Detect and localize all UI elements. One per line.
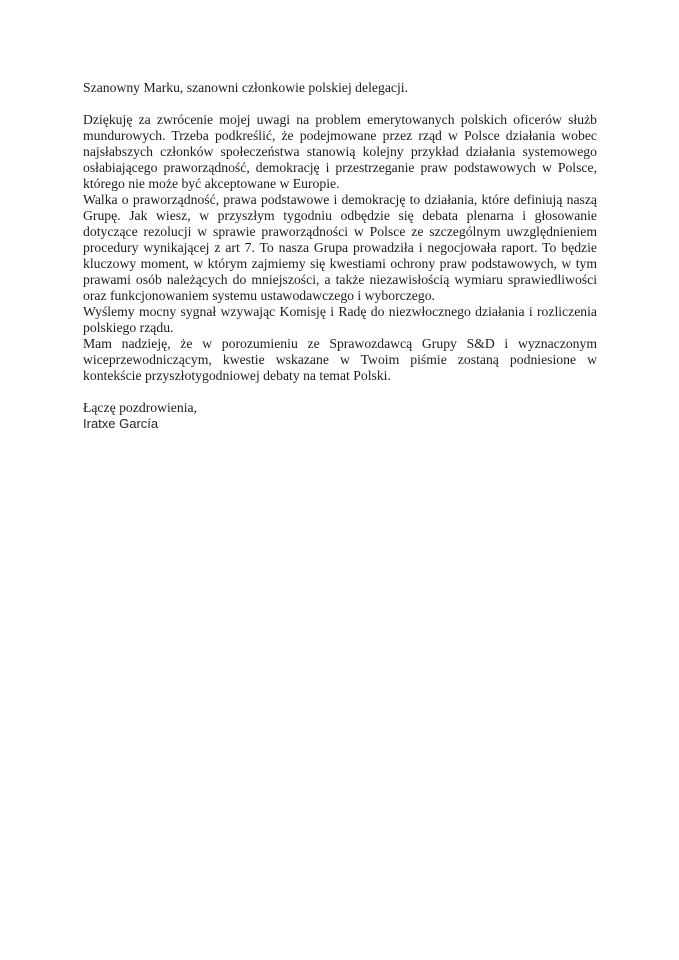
letter-body xyxy=(83,112,597,384)
closing-block xyxy=(83,400,597,432)
body-paragraph: Wyślemy mocny sygnał wzywając Komisję i Radę do niezwłocznego działania i rozliczenia polskiego rządu. xyxy=(83,304,597,335)
body-paragraph: Mam nadzieję, że w porozumieniu ze Sprawozdawcą Grupy S&D i wyznaczonym wiceprzewodniczącym, kwestie wskazane w Twoim piśmie zostaną podniesione w kontekście przyszłotygodniowej debaty na temat Polski. xyxy=(83,336,597,383)
closing-line: Łączę pozdrowienia, xyxy=(83,400,197,415)
greeting-line: Szanowny Marku, szanowni członkowie polskiej delegacji. xyxy=(83,80,408,95)
body-paragraph: Walka o praworządność, prawa podstawowe i demokrację to działania, które definiują naszą Grupę. Jak wiesz, w przyszłym tygodniu odbędzie się debata plenarna i głosowanie dotyczące rezolucji w sprawie praworządności w Polsce ze szczególnym uwzględnieniem procedury wynikającej z art 7. To nasza Grupa prowadziła i negocjowała raport. To będzie kluczowy moment, w którym zajmiemy się kwestiami ochrony praw podstawowych, w tym prawami osób należących do mniejszości, a także niezawisłością wymiaru sprawiedliwości oraz funkcjonowaniem systemu ustawodawczego i wyborczego. xyxy=(83,192,597,303)
body-paragraph: Dziękuję za zwrócenie mojej uwagi na problem emerytowanych polskich oficerów służb mundurowych. Trzeba podkreślić, że podejmowane przez rząd w Polsce działania wobec najsłabszych członków społeczeństwa stanowią kolejny przykład działania systemowego osłabiającego praworządność, demokrację i przestrzeganie praw podstawowych w Polsce, którego nie może być akceptowane w Europie. xyxy=(83,112,597,191)
signature-name: Iratxe García xyxy=(83,416,159,431)
